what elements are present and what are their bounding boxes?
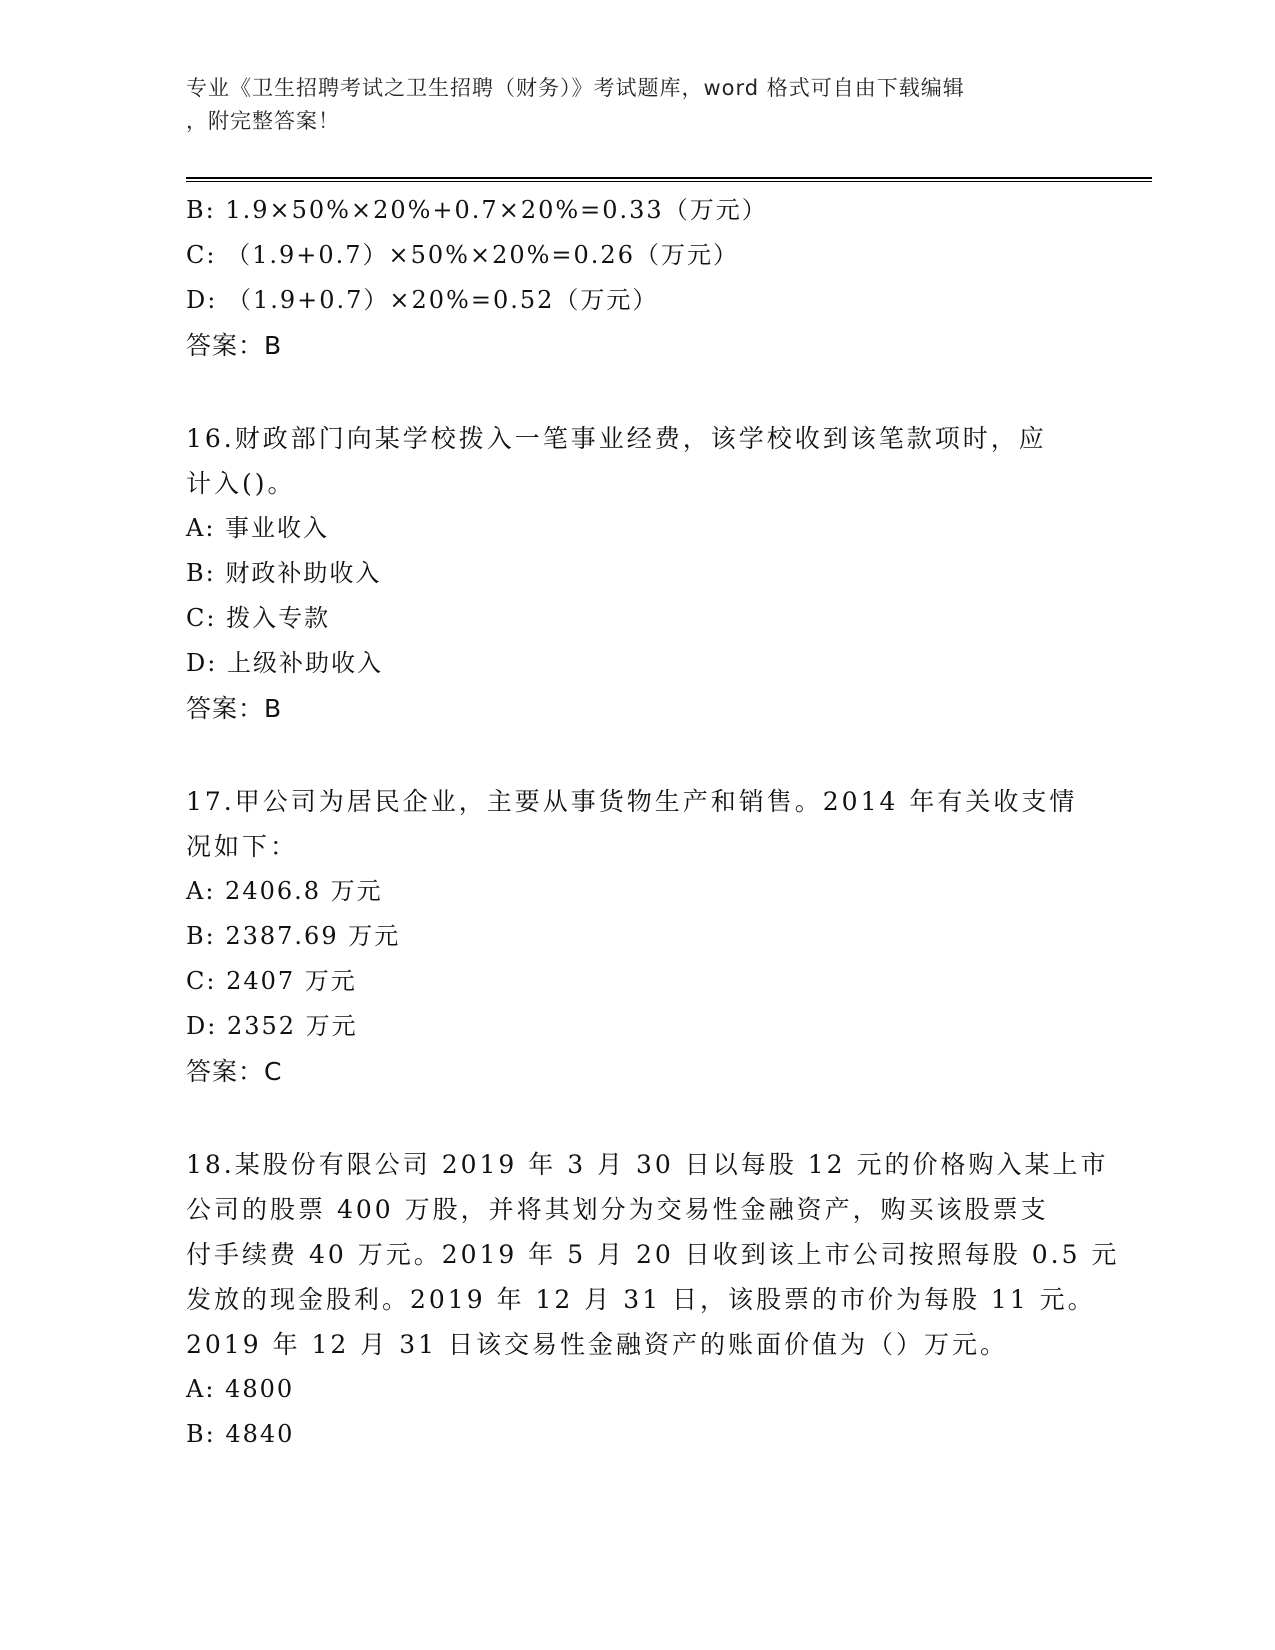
- question-text-line: 18.某股份有限公司 2019 年 3 月 30 日以每股 12 元的价格购入某上市: [186, 1150, 1109, 1179]
- header-line-2: ，附完整答案！: [186, 109, 340, 133]
- option-b: B: 2387.69 万元: [186, 922, 401, 950]
- header-rule-thin: [186, 181, 1152, 182]
- question-17: [186, 779, 1086, 1094]
- question-text-line: 2019 年 12 月 31 日该交易性金融资产的账面价值为（）万元。: [186, 1330, 1008, 1359]
- option-d: D: 2352 万元: [186, 1012, 358, 1040]
- option-a: A: 事业收入: [186, 514, 330, 542]
- spacer: [186, 1094, 1086, 1142]
- option-b: B: 1.9×50%×20%+0.7×20%=0.33（万元）: [186, 196, 768, 224]
- question-16: [186, 416, 1086, 731]
- document-body: [186, 188, 1120, 1457]
- option-c: C: 拨入专款: [186, 604, 331, 632]
- header-line-1: 专业《卫生招聘考试之卫生招聘（财务）》考试题库，word 格式可自由下载编辑: [186, 76, 965, 100]
- answer: 答案：C: [186, 1057, 283, 1086]
- question-text-line: 发放的现金股利。2019 年 12 月 31 日，该股票的市价为每股 11 元。: [186, 1285, 1096, 1314]
- option-a: A: 2406.8 万元: [186, 877, 383, 905]
- option-b: B: 4840: [186, 1420, 295, 1448]
- question-15-tail: [186, 188, 1086, 368]
- answer: 答案：B: [186, 694, 283, 723]
- option-d: D: （1.9+0.7）×20%=0.52（万元）: [186, 286, 659, 314]
- question-18: [186, 1142, 1120, 1457]
- header-rule-thick: [186, 177, 1152, 179]
- question-text-line: 公司的股票 400 万股，并将其划分为交易性金融资产，购买该股票支: [186, 1195, 1049, 1224]
- spacer: [186, 731, 1086, 779]
- question-text-line: 计入()。: [186, 469, 296, 498]
- option-a: A: 4800: [186, 1375, 295, 1403]
- option-c: C: （1.9+0.7）×50%×20%=0.26（万元）: [186, 241, 739, 269]
- option-d: D: 上级补助收入: [186, 649, 383, 677]
- spacer: [186, 368, 1086, 416]
- answer: 答案：B: [186, 331, 283, 360]
- question-text-line: 16.财政部门向某学校拨入一笔事业经费，该学校收到该笔款项时，应: [186, 424, 1047, 453]
- document-header: [186, 72, 1066, 138]
- question-text-line: 付手续费 40 万元。2019 年 5 月 20 日收到该上市公司按照每股 0.5 元: [186, 1240, 1120, 1269]
- option-c: C: 2407 万元: [186, 967, 357, 995]
- question-text-line: 17.甲公司为居民企业，主要从事货物生产和销售。2014 年有关收支情: [186, 787, 1078, 816]
- question-text-line: 况如下：: [186, 832, 299, 861]
- option-b: B: 财政补助收入: [186, 559, 382, 587]
